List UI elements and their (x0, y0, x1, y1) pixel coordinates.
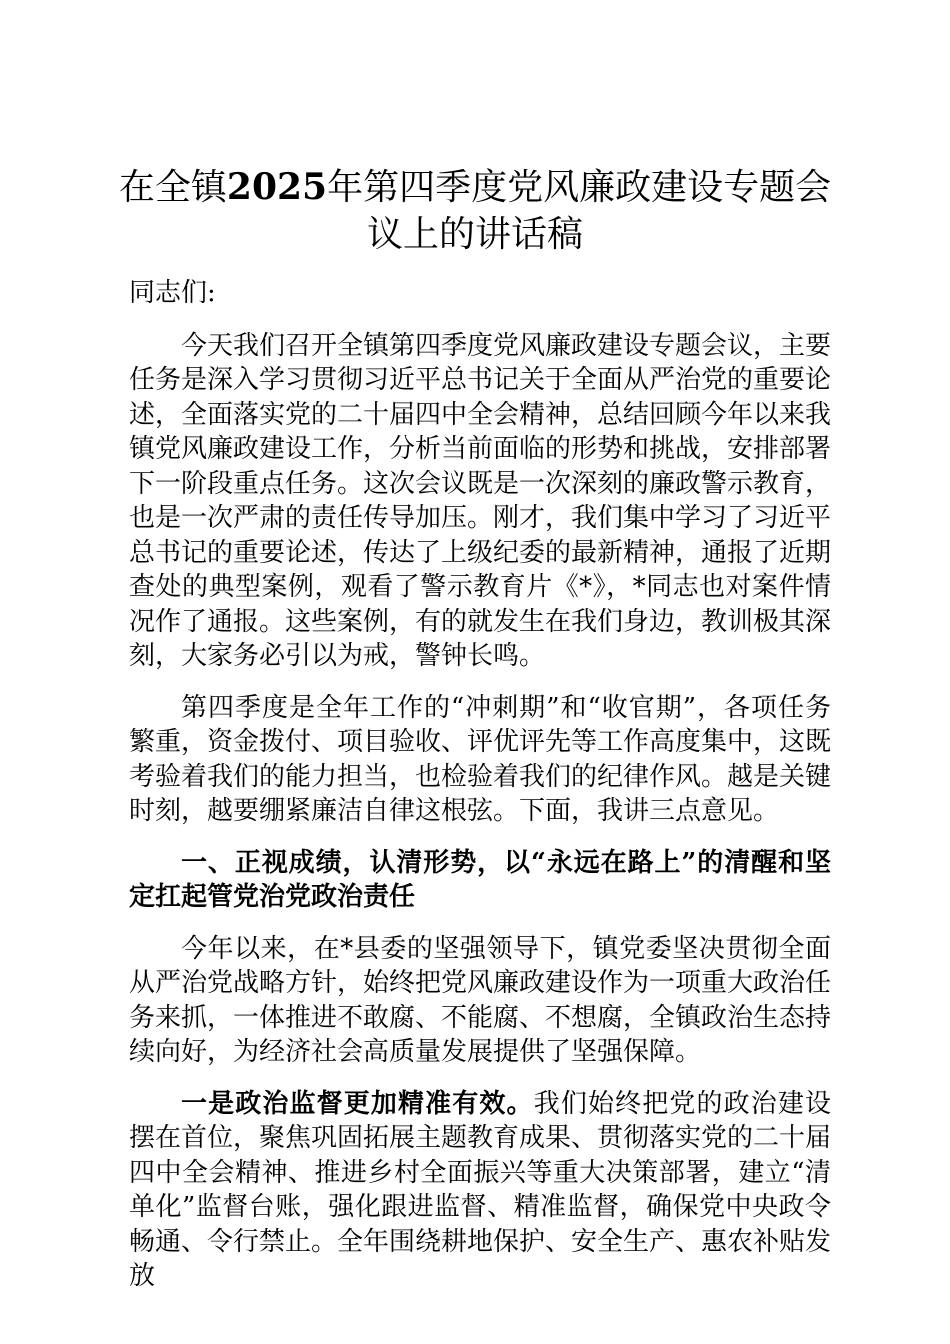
point-1-paragraph (129, 1087, 831, 1294)
context-paragraph: 第四季度是全年工作的“冲刺期”和“收官期”，各项任务繁重，资金拨付、项目验收、评优评先等工作高度集中，这既考验着我们的能力担当，也检验着我们的纪律作风。越是关键时刻，越要绷紧廉洁自律这根弦。下面，我讲三点意见。 (129, 692, 832, 826)
section-1-intro: 今年以来，在*县委的坚强领导下，镇党委坚决贯彻全面从严治党战略方针，始终把党风廉政建设作为一项重大政治任务来抓，一体推进不敢腐、不能腐、不想腐，全镇政治生态持续向好，为经济社会高质量发展提供了坚强保障。 (129, 933, 832, 1067)
page-title (118, 164, 832, 258)
title-year: 2025 (226, 166, 328, 208)
title-prefix: 在全镇 (118, 167, 227, 208)
opening-paragraph: 今天我们召开全镇第四季度党风廉政建设专题会议，主要任务是深入学习贯彻习近平总书记关于全面从严治党的重要论述，全面落实党的二十届四中全会精神，总结回顾今年以来我镇党风廉政建设工作，分析当前面临的形势和挑战，安排部署下一阶段重点任务。这次会议既是一次深刻的廉政警示教育，也是一次严肃的责任传导加压。刚才，我们集中学习了习近平总书记的重要论述，传达了上级纪委的最新精神，通报了近期查处的典型案例，观看了警示教育片《*》，*同志也对案件情况作了通报。这些案例，有的就发生在我们身边，教训极其深刻，大家务必引以为戒，警钟长鸣。 (129, 330, 832, 671)
greeting: 同志们: (129, 278, 216, 308)
document-body (129, 276, 831, 1311)
title-suffix: 年第四季度党风廉政建设专题会议上的讲话稿 (327, 167, 832, 255)
section-1-heading: 一、正视成绩，认清形势，以“永远在路上”的清醒和坚定扛起管党治党政治责任 (129, 847, 831, 912)
point-1-text: 我们始终把党的政治建设摆在首位，聚焦巩固拓展主题教育成果、贯彻落实党的二十届四中全会精神、推进乡村全面振兴等重大决策部署，建立“清单化”监督台账，强化跟进监督、精准监督，确保党中央政令畅通、令行禁止。全年围绕耕地保护、安全生产、惠农补贴发放 (129, 1088, 832, 1291)
point-1-lead: 一是政治监督更加精准有效。 (181, 1088, 534, 1119)
